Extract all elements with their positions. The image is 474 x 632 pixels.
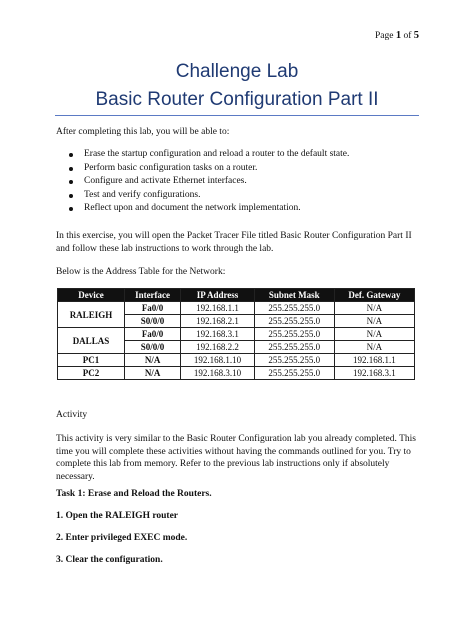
objective-item: Erase the startup configuration and reload a router to the default state. [56, 148, 416, 162]
exercise-paragraph: In this exercise, you will open the Packet Tracer File titled Basic Router Configuration Part II and follow these lab instructions to work through the lab. [56, 231, 412, 254]
gateway-cell: 192.168.3.1 [334, 367, 414, 380]
title-rule [55, 115, 419, 116]
objective-item: Test and verify configurations. [56, 189, 416, 203]
objectives-list [56, 148, 416, 216]
gateway-cell: N/A [334, 302, 414, 315]
ip-cell: 192.168.1.1 [181, 302, 255, 315]
current-page: 1 [395, 30, 402, 41]
step-item: 3. Clear the configuration. [56, 555, 163, 565]
total-pages: 5 [413, 30, 419, 41]
mask-cell: 255.255.255.0 [254, 328, 334, 341]
gateway-cell: N/A [334, 315, 414, 328]
page-number: Page 1 of 5 [374, 30, 419, 41]
address-table [57, 288, 415, 380]
step-item: 1. Open the RALEIGH router [56, 511, 179, 521]
header-ip: IP Address [181, 289, 255, 302]
table-intro: Below is the Address Table for the Network: [56, 267, 226, 277]
mask-cell: 255.255.255.0 [254, 341, 334, 354]
activity-heading: Activity [56, 410, 88, 420]
header-gateway: Def. Gateway [334, 289, 414, 302]
table-row [58, 367, 415, 380]
interface-cell: S0/0/0 [124, 315, 180, 328]
objective-item: Reflect upon and document the network implementation. [56, 202, 416, 216]
gateway-cell: N/A [334, 341, 414, 354]
document-subtitle: Basic Router Configuration Part II [95, 89, 379, 110]
bullet-icon [69, 194, 73, 198]
header-interface: Interface [124, 289, 180, 302]
ip-cell: 192.168.3.1 [181, 328, 255, 341]
mask-cell: 255.255.255.0 [254, 302, 334, 315]
activity-paragraph: This activity is very similar to the Basic Router Configuration lab you already completed. This time you will complete these activities without having the commands outlined for you. Try to complete this lab from memory. Refer to the previous lab instructions only if absolutely necessary. [56, 434, 416, 482]
interface-cell: N/A [124, 367, 180, 380]
objective-item: Configure and activate Ethernet interfaces. [56, 175, 416, 189]
gateway-cell: 192.168.1.1 [334, 354, 414, 367]
bullet-icon [69, 180, 73, 184]
table-row [58, 354, 415, 367]
device-cell: RALEIGH [58, 302, 125, 328]
ip-cell: 192.168.3.10 [181, 367, 255, 380]
step-item: 2. Enter privileged EXEC mode. [56, 533, 188, 543]
interface-cell: Fa0/0 [124, 328, 180, 341]
interface-cell: S0/0/0 [124, 341, 180, 354]
ip-cell: 192.168.2.2 [181, 341, 255, 354]
mask-cell: 255.255.255.0 [254, 367, 334, 380]
interface-cell: N/A [124, 354, 180, 367]
mask-cell: 255.255.255.0 [254, 354, 334, 367]
table-row [58, 302, 415, 315]
bullet-icon [69, 167, 73, 171]
ip-cell: 192.168.1.10 [181, 354, 255, 367]
gateway-cell: N/A [334, 328, 414, 341]
intro-text: After completing this lab, you will be able to: [56, 127, 230, 137]
device-cell: DALLAS [58, 328, 125, 354]
table-row [58, 328, 415, 341]
document-title: Challenge Lab [175, 61, 299, 82]
device-cell: PC1 [58, 354, 125, 367]
bullet-icon [69, 207, 73, 211]
header-mask: Subnet Mask [254, 289, 334, 302]
header-device: Device [58, 289, 125, 302]
device-cell: PC2 [58, 367, 125, 380]
task-heading: Task 1: Erase and Reload the Routers. [56, 489, 212, 499]
objective-item: Perform basic configuration tasks on a router. [56, 162, 416, 176]
mask-cell: 255.255.255.0 [254, 315, 334, 328]
interface-cell: Fa0/0 [124, 302, 180, 315]
table-header-row [58, 289, 415, 302]
ip-cell: 192.168.2.1 [181, 315, 255, 328]
bullet-icon [69, 153, 73, 157]
